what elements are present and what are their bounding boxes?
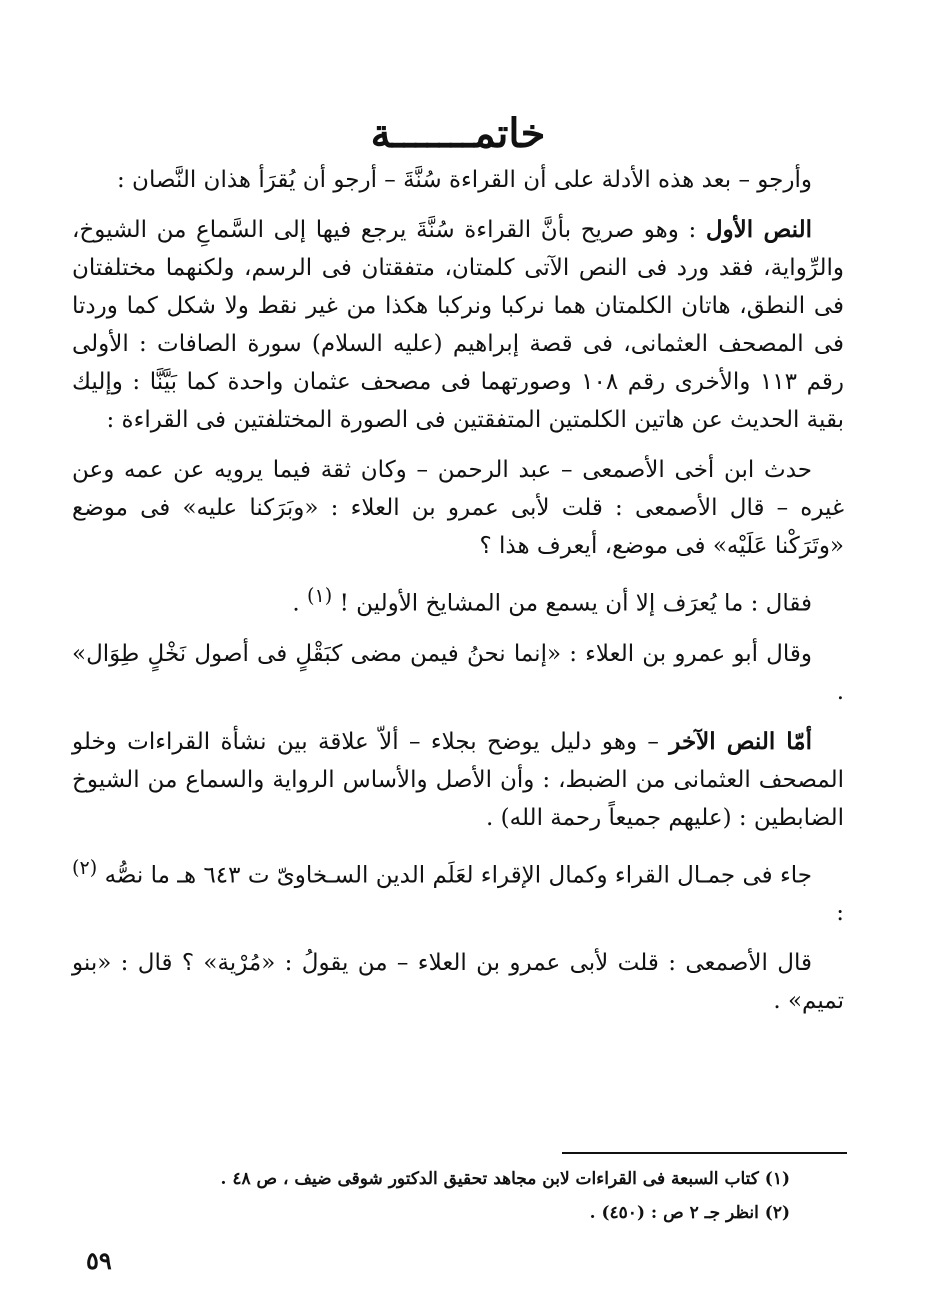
story-paragraph-2-end: . (292, 590, 307, 617)
page-number: ٥٩ (86, 1246, 112, 1275)
page-body (72, 110, 844, 1032)
quote-intro-text: جاء فى جمـال القراء وكمال الإقراء لعَلَم الدين السـخاوىّ ت ٦٤٣ هـ ما نصُّه (97, 862, 812, 889)
footnote-2: (٢) انظر جـ ٢ ص : (٤٥٠) . (589, 1203, 790, 1223)
footnote-1: (١) كتاب السبعة فى القراءات لابن مجاهد تحقيق الدكتور شوقى ضيف ، ص ٤٨ . (220, 1169, 790, 1189)
first-text-heading: النص الأول (705, 216, 812, 243)
quote-paragraph: قال الأصمعى : قلت لأبى عمرو بن العلاء – من يقولُ : «مُرْية» ؟ قال : «بنو تميم» . (72, 950, 844, 1015)
first-text-paragraph (72, 211, 844, 439)
story-paragraph-3: وقال أبو عمرو بن العلاء : «إنما نحنُ فيمن مضى كبَقْلٍ فى أصول نَخْلٍ طِوَال» . (72, 640, 844, 705)
quote-intro-paragraph (72, 849, 844, 933)
first-text-body: : وهو صريح بأنَّ القراءة سُنَّةَ يرجع فيها إلى السَّماعِ من الشيوخ، والرِّواية، فقد ورد فى النص الآتى كلمتان، متفقتان فى الرسم، ولكنهما مختلفتان فى النطق، هاتان الكلمتان هما نركبا ونركبا هكذا من غير نقط ولا شكل كما وردتا فى المصحف العثمانى، فى قصة إبراهيم (عليه السلام) سورة الصافات : الأولى رقم ١١٣ والأخرى رقم ١٠٨ وصورتهما فى مصحف عثمان واحدة كما بَيَّنَّا : وإليك بقية الحديث عن هاتين الكلمتين المتفقتين فى الصورة المختلفتين فى القراءة : (72, 217, 845, 433)
footnote-ref-1[interactable]: (١) (307, 584, 333, 607)
story-paragraph-2-text: فقال : ما يُعرَف إلا أن يسمع من المشايخ الأولين ! (332, 590, 812, 617)
intro-paragraph: وأرجو – بعد هذه الأدلة على أن القراءة سُنَّةَ – أرجو أن يُقرَأ هذان النَّصان : (117, 167, 812, 193)
footnote-divider (562, 1152, 847, 1154)
footnotes (110, 1162, 790, 1230)
footnote-ref-2[interactable]: (٢) (72, 855, 98, 879)
second-text-paragraph (72, 723, 844, 837)
second-text-body: – وهو دليل يوضح بجلاء – ألاّ علاقة بين نشأة القراءات وخلو المصحف العثمانى من الضبط، : وأن الأصل والأساس الرواية والسماع من الشيوخ الضابطين : (عليهم جميعاً رحمة الله) . (72, 728, 844, 831)
story-paragraph-2 (72, 577, 844, 623)
quote-intro-end: : (836, 900, 844, 927)
story-paragraph-1: حدث ابن أخى الأصمعى – عبد الرحمن – وكان ثقة فيما يرويه عن عمه وعن غيره – قال الأصمعى : قلت لأبى عمرو بن العلاء : «وبَرَكنا عليه» فى موضع «وتَرَكْنا عَلَيْه» فى موضع، أيعرف هذا ؟ (72, 457, 844, 559)
second-text-heading: أمّا النص الآخر (669, 727, 812, 755)
page-title: خاتمـــــــة (370, 110, 546, 157)
